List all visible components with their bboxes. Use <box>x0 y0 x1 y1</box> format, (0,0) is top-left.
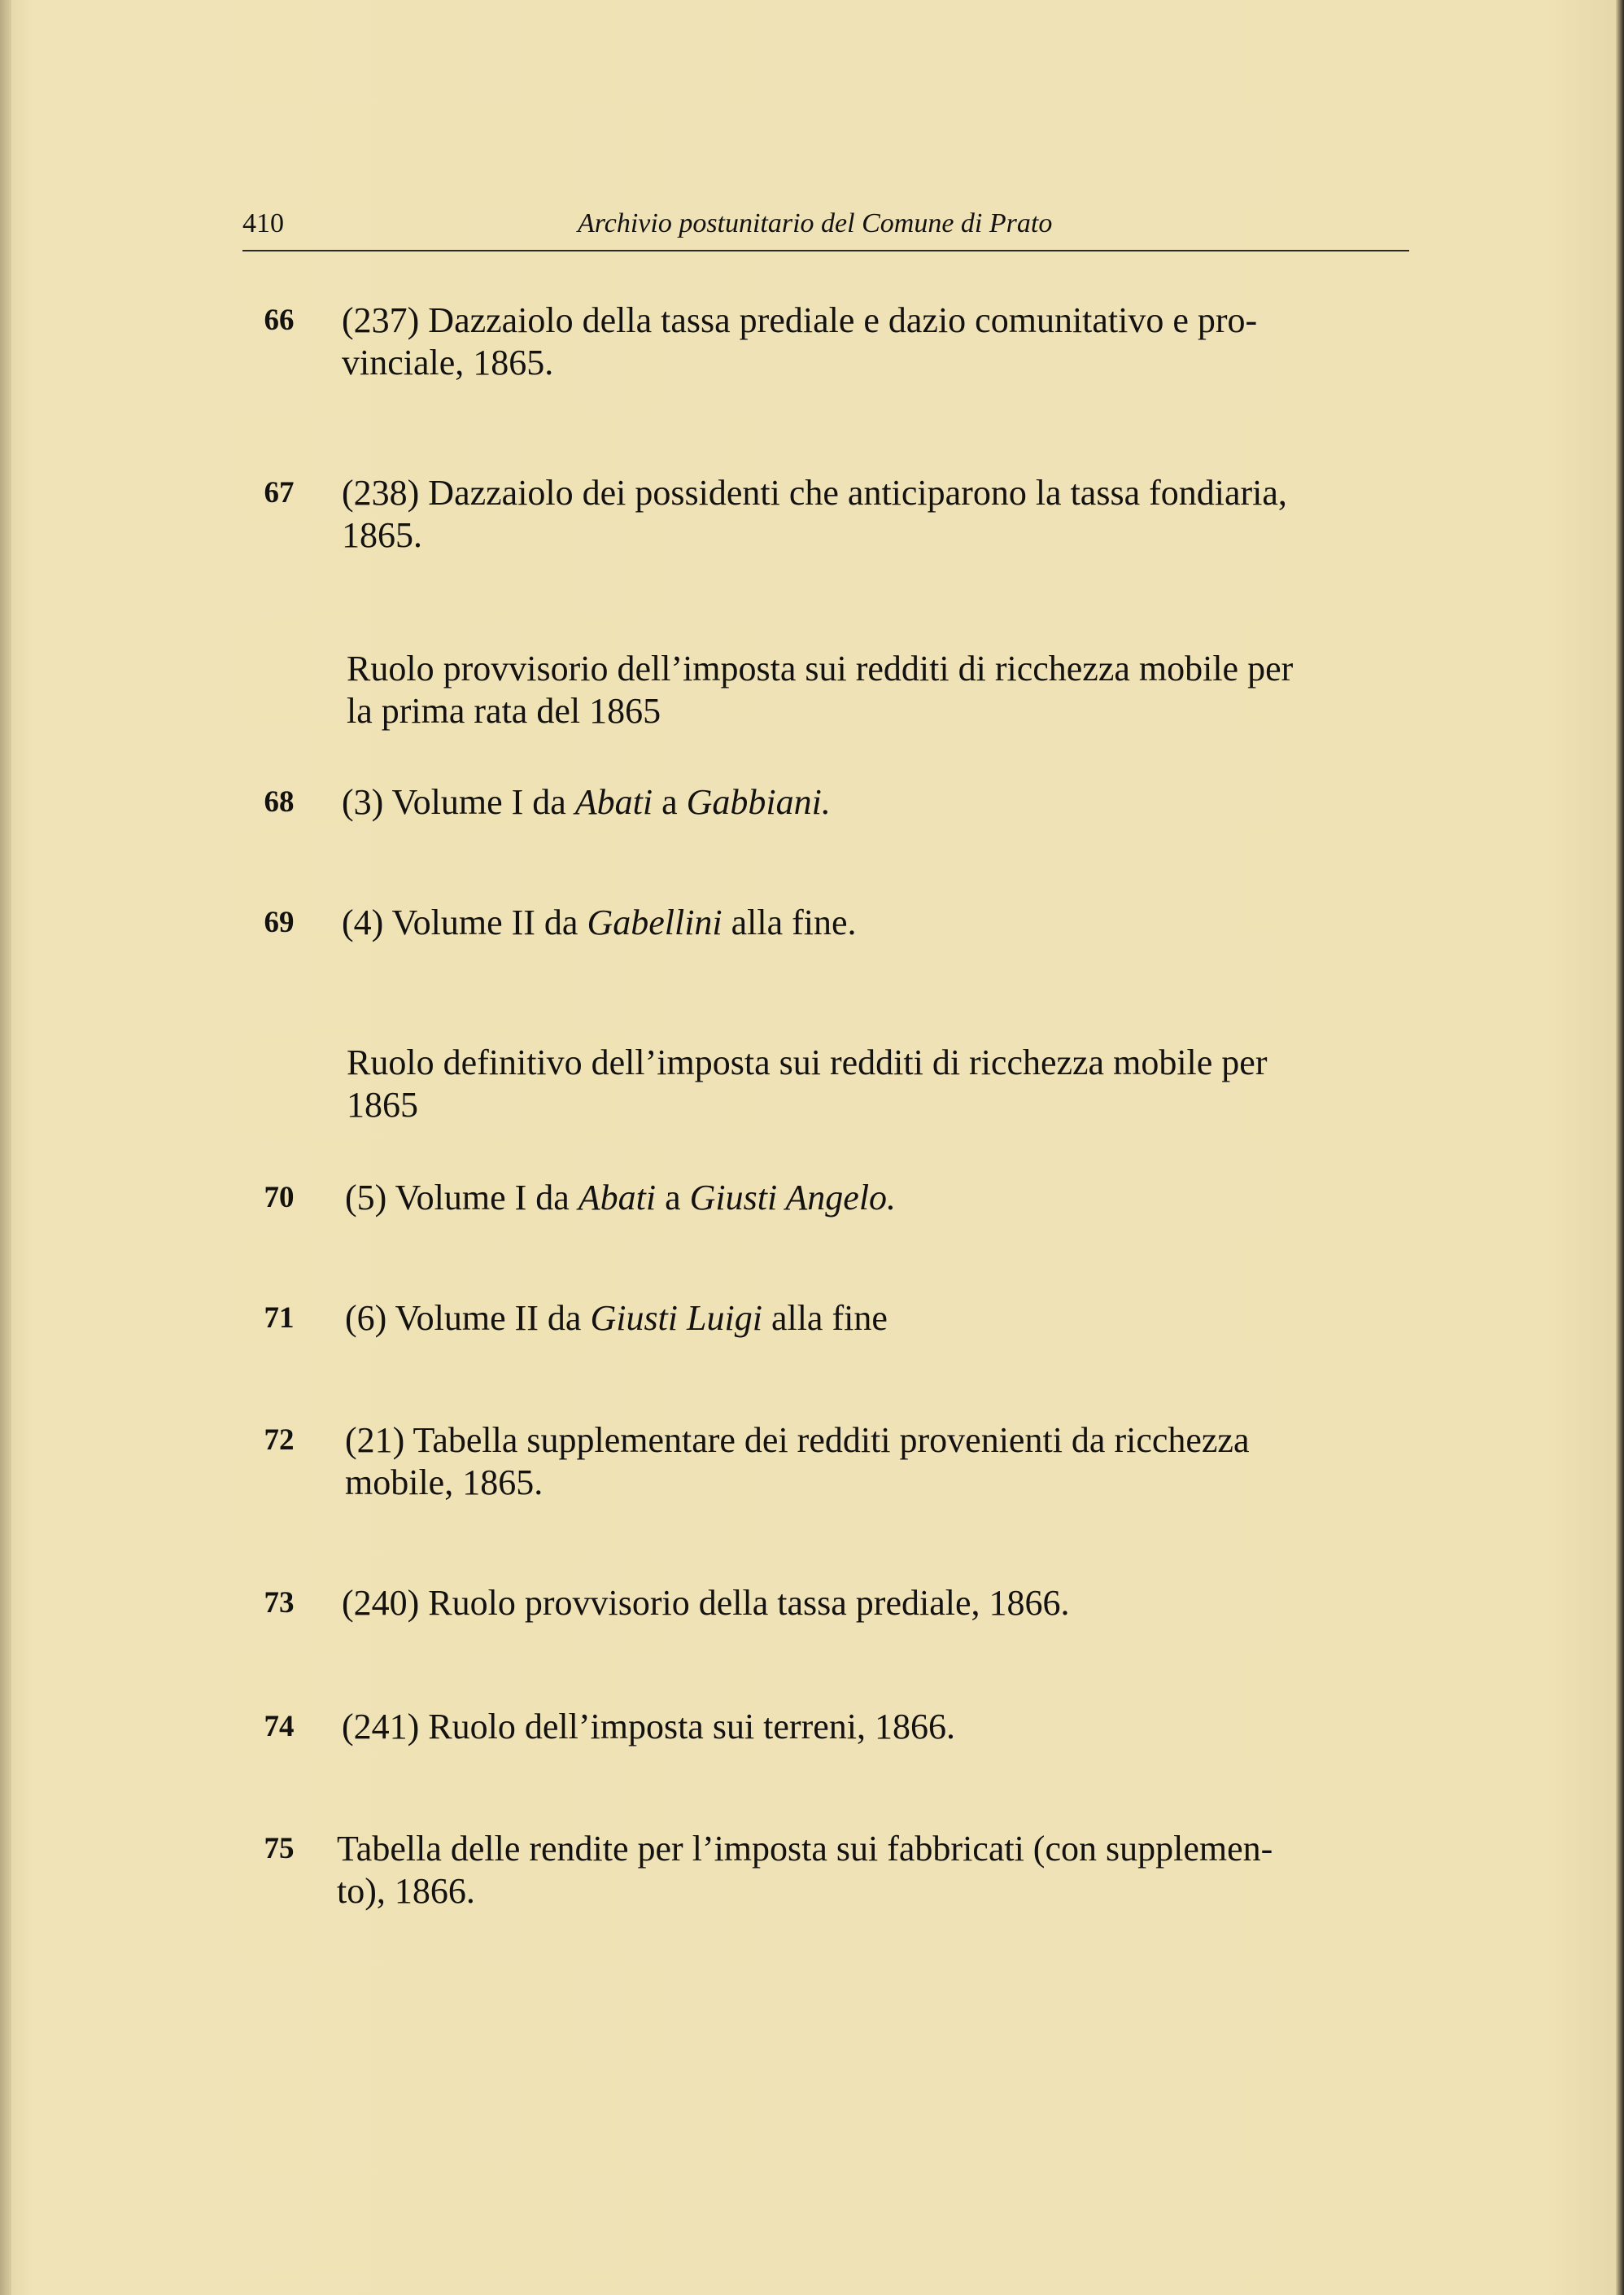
entry-text <box>342 781 1399 824</box>
entry-line: (240) Ruolo provvisorio della tassa prediale, 1866. <box>342 1583 1070 1623</box>
entry-segment: a <box>656 1178 690 1217</box>
entry-line: (237) Dazzaiolo della tassa prediale e dazio comunitativo e pro- <box>342 300 1258 340</box>
entry-number: 75 <box>264 1832 295 1865</box>
entry-number: 69 <box>264 906 295 939</box>
entry-name-italic: Gabellini <box>587 903 723 942</box>
entry-line: Tabella delle rendite per l’imposta sui fabbricati (con supplemen- <box>337 1829 1273 1869</box>
entry-number: 73 <box>264 1586 295 1620</box>
section-heading <box>347 1042 1404 1126</box>
entry-number: 68 <box>264 785 295 819</box>
entry-line: (238) Dazzaiolo dei possidenti che anticiparono la tassa fondiaria, <box>342 473 1287 513</box>
entry-segment: a <box>653 782 687 822</box>
entry-text <box>345 1297 1403 1340</box>
entry-segment: (3) Volume I da <box>342 782 575 822</box>
entry-name-italic: Abati <box>574 782 653 822</box>
page-edge <box>1616 0 1624 2295</box>
section-line: Ruolo definitivo dell’imposta sui redditi di ricchezza mobile per <box>347 1043 1268 1082</box>
entry-segment: alla fine <box>762 1298 888 1338</box>
entry-text <box>342 299 1399 384</box>
entry-name-italic: Giusti Luigi <box>590 1298 762 1338</box>
page-number: 410 <box>242 208 284 238</box>
entry-segment: (5) Volume I da <box>345 1178 578 1217</box>
entry-line: (241) Ruolo dell’imposta sui terreni, 1866. <box>342 1707 955 1746</box>
section-line: 1865 <box>347 1085 418 1125</box>
entry-number: 67 <box>264 476 295 509</box>
entry-number: 72 <box>264 1423 295 1457</box>
section-line: la prima rata del 1865 <box>347 691 661 731</box>
entry-segment: alla fine. <box>722 903 857 942</box>
binding-edge <box>0 0 11 2295</box>
section-line: Ruolo provvisorio dell’imposta sui redditi di ricchezza mobile per <box>347 649 1294 688</box>
entry-line: mobile, 1865. <box>345 1462 544 1502</box>
section-heading <box>347 648 1404 732</box>
entry-line: (21) Tabella supplementare dei redditi provenienti da ricchezza <box>345 1420 1250 1460</box>
entry-text <box>342 1706 1399 1748</box>
entry-text <box>337 1828 1395 1912</box>
entry-number: 70 <box>264 1181 295 1214</box>
entry-number: 71 <box>264 1301 295 1335</box>
entry-number: 74 <box>264 1710 295 1743</box>
entry-text <box>345 1177 1403 1219</box>
entry-segment: (4) Volume II da <box>342 903 587 942</box>
entry-text <box>345 1419 1403 1504</box>
entry-text <box>342 472 1399 557</box>
entry-number: 66 <box>264 304 295 337</box>
entry-name-italic: Gabbiani. <box>686 782 831 822</box>
entry-line: vinciale, 1865. <box>342 343 554 382</box>
header-rule <box>242 250 1409 251</box>
entry-name-italic: Giusti Angelo. <box>689 1178 897 1217</box>
entry-text <box>342 902 1399 944</box>
entry-line: to), 1866. <box>337 1871 475 1911</box>
entry-line: 1865. <box>342 515 422 555</box>
entry-segment: (6) Volume II da <box>345 1298 591 1338</box>
entry-text <box>342 1582 1399 1624</box>
entry-name-italic: Abati <box>578 1178 657 1217</box>
page-header <box>242 203 1409 252</box>
running-title: Archivio postunitario del Comune di Prato <box>578 208 1053 238</box>
